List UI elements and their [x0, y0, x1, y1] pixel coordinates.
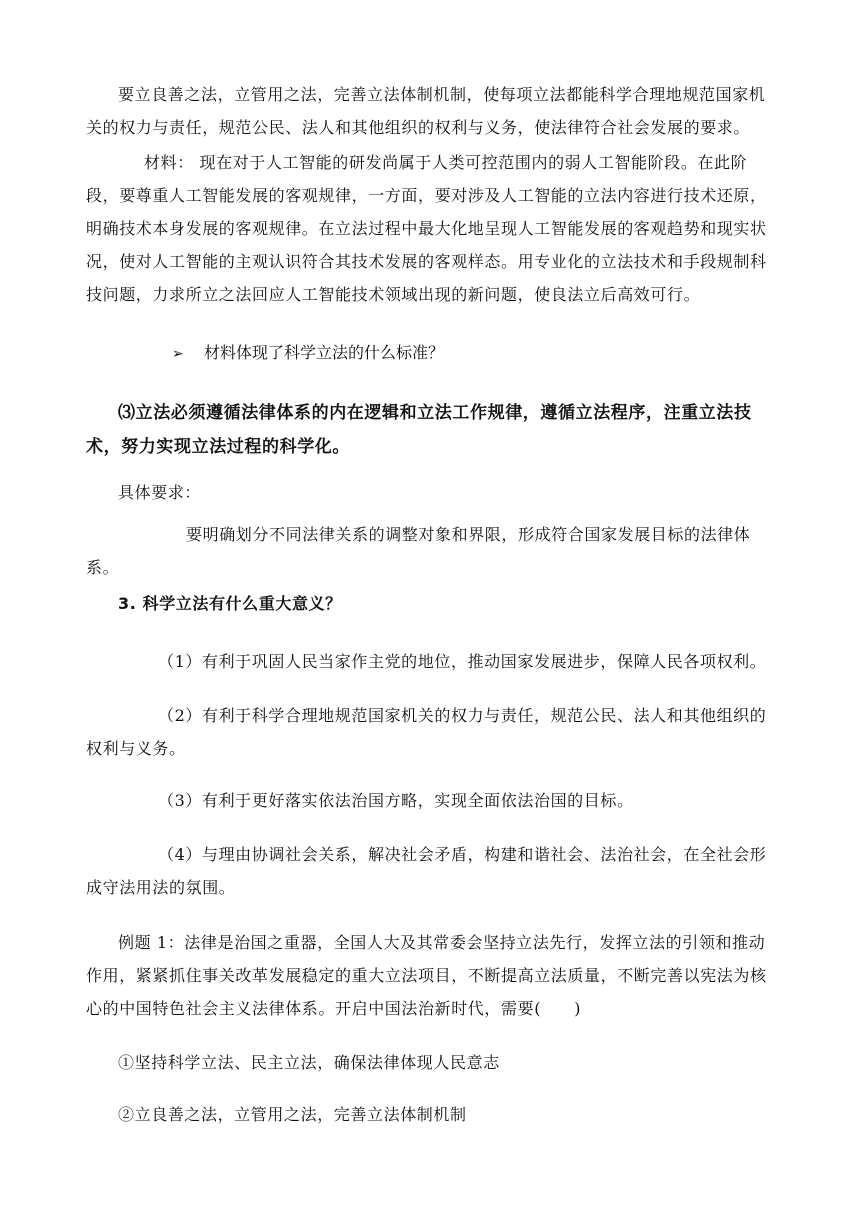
label-specific-requirements: 具体要求：: [118, 483, 202, 502]
significance-item-3: （3）有利于更好落实依法治国方略，实现全面依法治国的目标。: [158, 791, 634, 810]
section-heading-significance: 3. 科学立法有什么重大意义？: [118, 594, 342, 613]
bullet-question: [172, 336, 732, 371]
significance-item-4: （4）与理由协调社会关系，解决社会矛盾，构建和谐社会、法治社会，在全社会形成守法用法的氛围。: [86, 845, 767, 897]
option-2: ②立良善之法，立管用之法，完善立法体制机制: [118, 1105, 467, 1124]
significance-item-2: （2）有利于科学合理地规范国家机关的权力与责任，规范公民、法人和其他组织的权利与义务。: [86, 706, 767, 758]
paragraph-legislative-logic: ⑶立法必须遵循法律体系的内在逻辑和立法工作规律，遵循立法程序，注重立法技术，努力实现立法过程的科学化。: [86, 403, 752, 457]
paragraph-good-law: 要立良善之法，立管用之法，完善立法体制机制，使每项立法都能科学合理地规范国家机关的权力与责任，规范公民、法人和其他组织的权利与义务，使法律符合社会发展的要求。: [86, 85, 766, 137]
option-1: ①坚持科学立法、民主立法，确保法律体现人民意志: [118, 1053, 500, 1072]
example-question-1: 例题 1：法律是治国之重器，全国人大及其常委会坚持立法先行，发挥立法的引领和推动作用，紧紧抓住事关改革发展稳定的重大立法项目，不断提高立法质量，不断完善以宪法为核心的中国特色社会主义法律体系。开启中国法治新时代，需要( ): [86, 933, 767, 1018]
arrow-bullet-icon: ➢: [172, 346, 184, 362]
significance-item-1: （1）有利于巩固人民当家作主党的地位，推动国家发展进步，保障人民各项权利。: [158, 652, 767, 671]
paragraph-material: 材料： 现在对于人工智能的研发尚属于人类可控范围内的弱人工智能阶段。在此阶段，要尊重人工智能发展的客观规律，一方面，要对涉及人工智能的立法内容进行技术还原，明确技术本身发展的客观规律。在立法过程中最大化地呈现人工智能发展的客观趋势和现实状况，使对人工智能的主观认识符合其技术发展的客观样态。用专业化的立法技术和手段规制科技问题，力求所立之法回应人工智能技术领域出现的新问题，使良法立后高效可行。: [86, 153, 767, 304]
bullet-question-text: 材料体现了科学立法的什么标准？: [204, 343, 445, 362]
paragraph-requirement: 要明确划分不同法律关系的调整对象和界限，形成符合国家发展目标的法律体系。: [86, 525, 751, 577]
